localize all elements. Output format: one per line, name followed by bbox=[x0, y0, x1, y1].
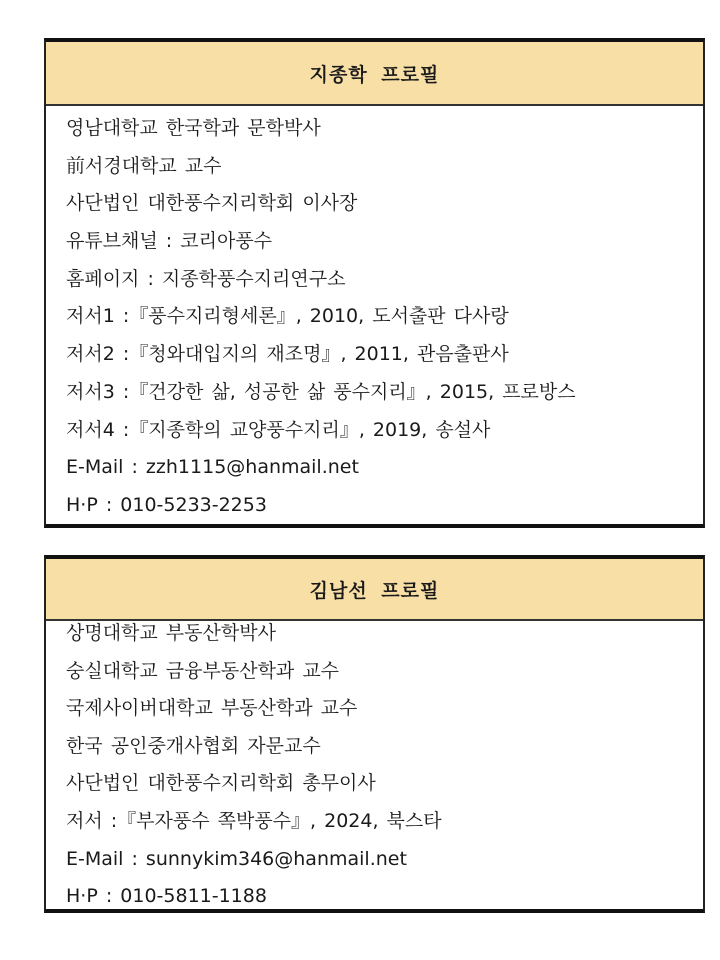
profile-title: 김남선 프로필 bbox=[46, 559, 703, 621]
profile-line-youtube-channel: 유튜브채널 : 코리아풍수 bbox=[66, 230, 273, 253]
profile-details-list bbox=[46, 106, 703, 525]
profile-line-education: 상명대학교 부동산학박사 bbox=[66, 622, 276, 644]
profile-details-list bbox=[46, 615, 703, 916]
profile-line-position-2: 국제사이버대학교 부동산학과 교수 bbox=[66, 697, 358, 720]
profile-line-book-3: 저서3 :『건강한 삶, 성공한 삶 풍수지리』, 2015, 프로방스 bbox=[66, 380, 576, 403]
profile-line-society-role: 사단법인 대한풍수지리학회 이사장 bbox=[66, 192, 358, 215]
profile-line-education: 영남대학교 한국학과 문학박사 bbox=[66, 117, 321, 139]
profile-line-book: 저서 :『부자풍수 쪽박풍수』, 2024, 북스타 bbox=[66, 809, 442, 832]
profile-line-email: E-Mail : zzh1115@hanmail.net bbox=[66, 456, 359, 479]
profile-line-society-role: 사단법인 대한풍수지리학회 총무이사 bbox=[66, 772, 376, 795]
profile-title: 지종학 프로필 bbox=[46, 42, 703, 106]
profile-line-phone: H·P : 010-5233-2253 bbox=[66, 493, 267, 516]
profile-line-former-position: 前서경대학교 교수 bbox=[66, 154, 222, 177]
profile-line-book-2: 저서2 :『청와대입지의 재조명』, 2011, 관음출판사 bbox=[66, 343, 509, 366]
profile-line-book-1: 저서1 :『풍수지리형세론』, 2010, 도서출판 다사랑 bbox=[66, 305, 509, 328]
profile-line-position-1: 숭실대학교 금융부동산학과 교수 bbox=[66, 659, 340, 682]
profile-box-jijonghak bbox=[44, 38, 705, 528]
profile-box-kimnamseon bbox=[44, 555, 705, 913]
profile-line-advisor: 한국 공인중개사협회 자문교수 bbox=[66, 734, 321, 757]
profile-line-book-4: 저서4 :『지종학의 교양풍수지리』, 2019, 송설사 bbox=[66, 418, 491, 441]
profile-line-email: E-Mail : sunnykim346@hanmail.net bbox=[66, 847, 407, 870]
profile-line-phone: H·P : 010-5811-1188 bbox=[66, 885, 267, 908]
profile-line-homepage: 홈페이지 : 지종학풍수지리연구소 bbox=[66, 267, 346, 290]
